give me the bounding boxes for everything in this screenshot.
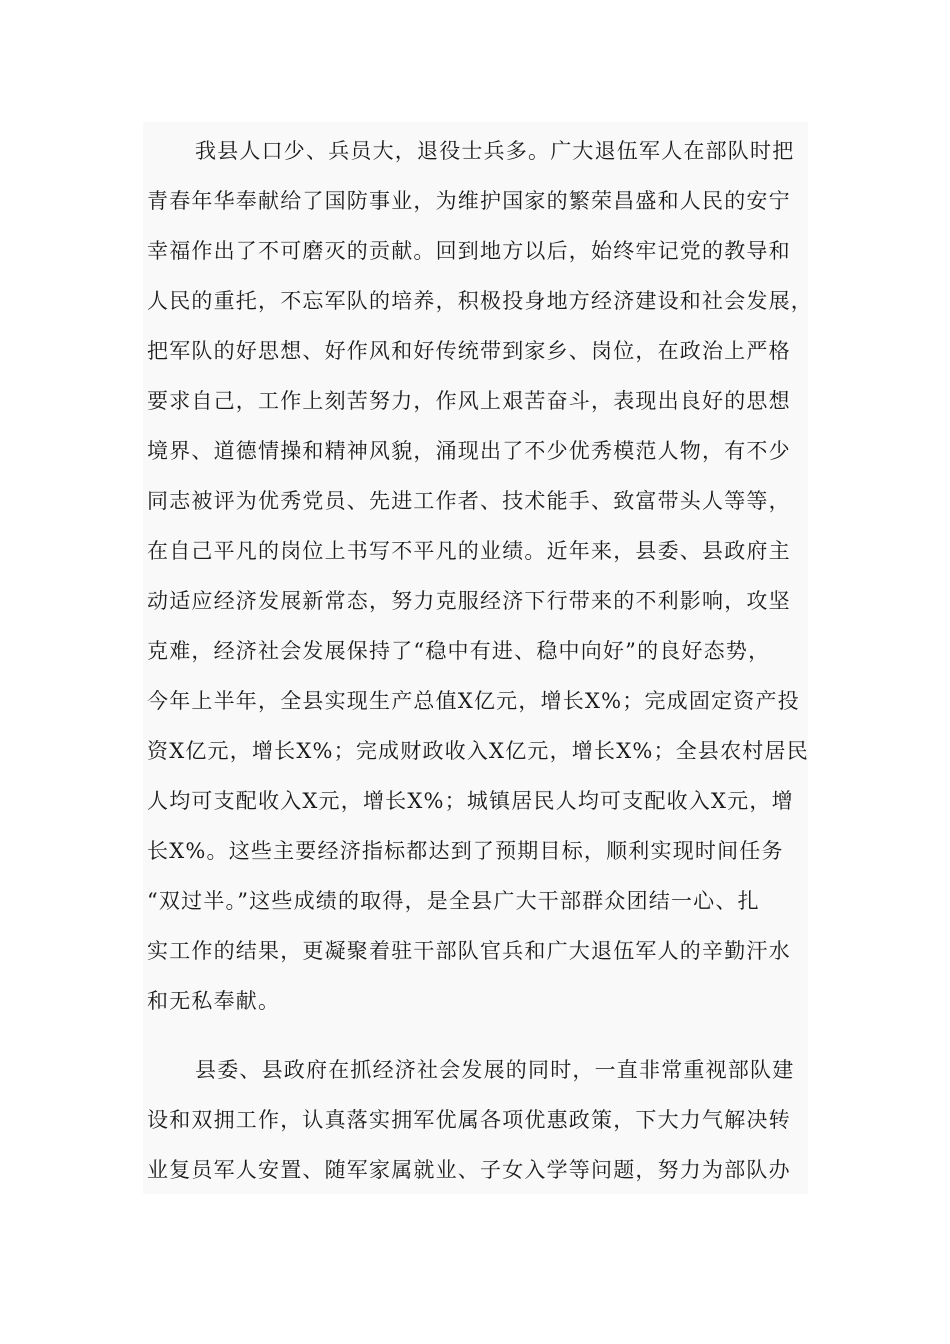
paragraph-2	[147, 1045, 794, 1195]
text-line: 人均可支配收入X元，增长X%；城镇居民人均可支配收入X元，增	[147, 789, 794, 813]
document-text-block	[143, 122, 813, 1194]
text-line: 幸福作出了不可磨灭的贡献。回到地方以后，始终牢记党的教导和	[147, 239, 791, 263]
text-line: 今年上半年，全县实现生产总值X亿元，增长X%；完成固定资产投	[147, 689, 800, 713]
text-line: 长X%。这些主要经济指标都达到了预期目标，顺利实现时间任务	[147, 839, 784, 863]
text-line: 青春年华奉献给了国防事业，为维护国家的繁荣昌盛和人民的安宁	[147, 189, 791, 213]
paragraph-1	[147, 126, 813, 1026]
text-line: 设和双拥工作，认真落实拥军优属各项优惠政策，下大力气解决转	[147, 1108, 791, 1132]
text-line: 业复员军人安置、随军家属就业、子女入学等问题，努力为部队办	[147, 1158, 791, 1182]
text-line: 资X亿元，增长X%；完成财政收入X亿元，增长X%；全县农村居民	[147, 739, 809, 763]
text-line: 动适应经济发展新常态，努力克服经济下行带来的不利影响，攻坚	[147, 589, 791, 613]
text-line: 要求自己，工作上刻苦努力，作风上艰苦奋斗，表现出良好的思想	[147, 389, 791, 413]
text-line: 境界、道德情操和精神风貌，涌现出了不少优秀模范人物，有不少	[147, 439, 791, 463]
text-line: 我县人口少、兵员大，退役士兵多。广大退伍军人在部队时把	[195, 139, 795, 163]
text-line: 在自己平凡的岗位上书写不平凡的业绩。近年来，县委、县政府主	[147, 539, 791, 563]
text-line: 县委、县政府在抓经济社会发展的同时，一直非常重视部队建	[195, 1058, 795, 1082]
text-line: “双过半。”这些成绩的取得，是全县广大干部群众团结一心、扎	[147, 889, 760, 913]
text-line: 把军队的好思想、好作风和好传统带到家乡、岗位，在政治上严格	[147, 339, 791, 363]
text-line: 克难，经济社会发展保持了“稳中有进、稳中向好”的良好态势，	[147, 639, 771, 663]
text-line: 和无私奉献。	[147, 989, 281, 1013]
text-line: 同志被评为优秀党员、先进工作者、技术能手、致富带头人等等，	[147, 489, 791, 513]
text-line: 人民的重托，不忘军队的培养，积极投身地方经济建设和社会发展，	[147, 289, 813, 313]
text-line: 实工作的结果，更凝聚着驻干部队官兵和广大退伍军人的辛勤汗水	[147, 939, 791, 963]
